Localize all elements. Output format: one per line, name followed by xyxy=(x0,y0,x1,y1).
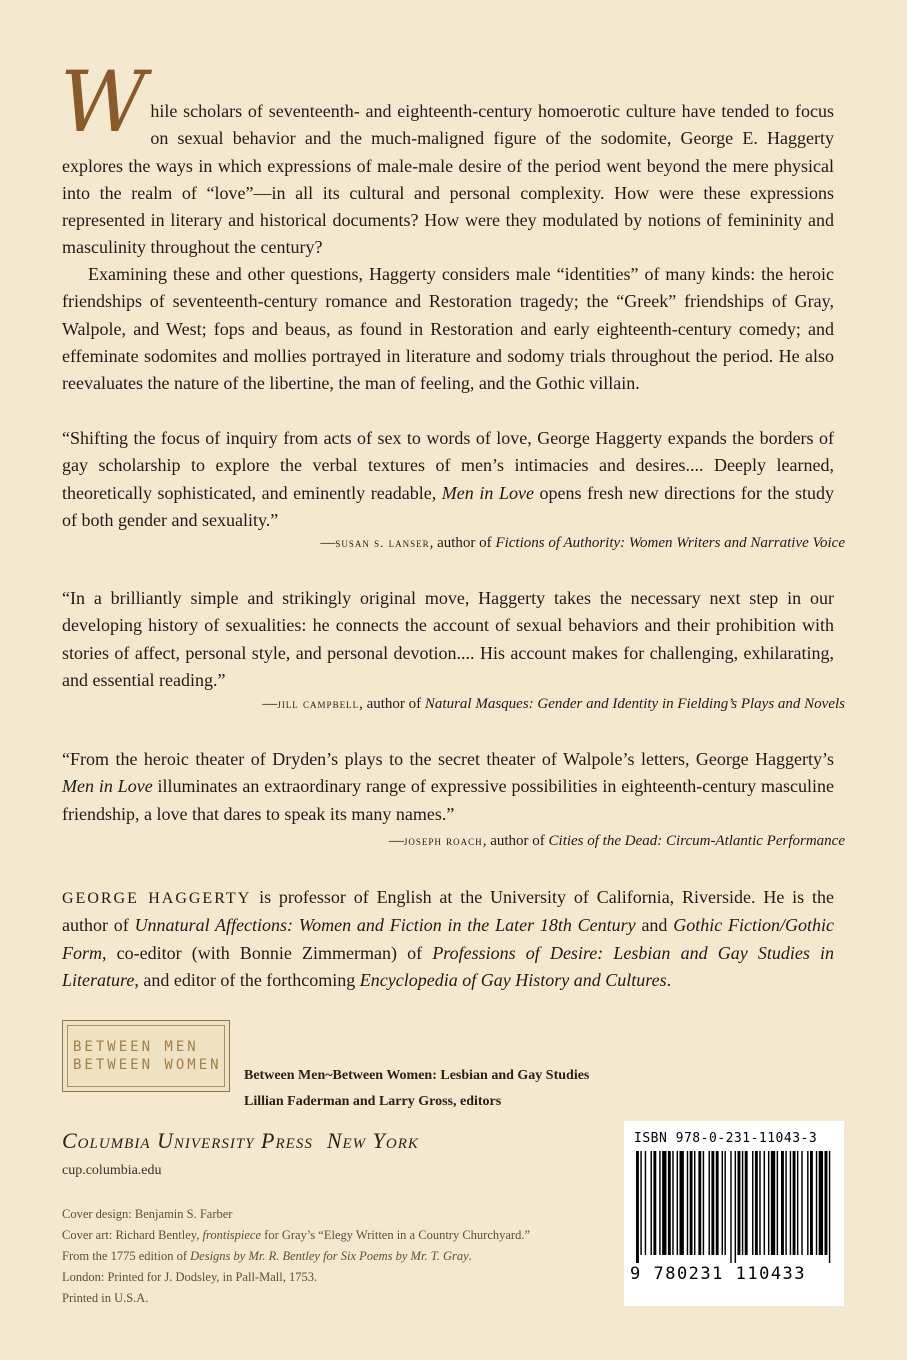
author-bio xyxy=(62,884,834,994)
quote-text: “Shifting the focus of inquiry from acts of sex to words of love, George Haggerty expands the borders of gay scholarship to explore the verbal textures of men’s intimacies and desires.... Deeply learned, theoretically sophisticated, and eminently readable, xyxy=(62,428,834,503)
bio-work-title: Unnatural Affections: Women and Fiction in the Later 18th Century xyxy=(134,915,636,936)
barcode-bar xyxy=(651,1151,652,1255)
endorser-role: , author of xyxy=(429,535,496,551)
bio-work-title: Gothic Fiction/Gothic Form xyxy=(62,915,834,963)
barcode-bar xyxy=(738,1151,741,1255)
barcode-bar xyxy=(797,1151,798,1255)
quote-text: illuminates an extraordinary range of expressive possibilities in eighteenth-century masculine friendship, a love that dares to speak its many names.” xyxy=(62,776,834,824)
isbn-label: ISBN 978-0-231-11043-3 xyxy=(634,1131,818,1146)
isbn-barcode-box xyxy=(624,1121,844,1306)
cover-credits xyxy=(62,1204,530,1309)
credit-line: Cover design: Benjamin S. Farber xyxy=(62,1207,233,1221)
bio-work-title: Professions of Desire: Lesbian and Gay Studies in Literature xyxy=(62,942,834,990)
blurb-attribution-3 xyxy=(389,833,845,850)
blurb-quote-2 xyxy=(62,585,834,694)
credit-text-italic: frontispiece xyxy=(202,1228,262,1242)
barcode-bar xyxy=(781,1151,784,1255)
endorser-name: joseph roach xyxy=(403,833,483,848)
endorser-work: Fictions of Authority: Women Writers and Narrative Voice xyxy=(495,535,845,551)
barcode-bar xyxy=(690,1151,693,1255)
barcode-bar xyxy=(645,1151,646,1255)
barcode-bar xyxy=(698,1151,701,1255)
barcode-bar xyxy=(668,1151,671,1255)
series-logo-line-2: BETWEEN WOMEN xyxy=(73,1057,222,1073)
credit-line xyxy=(62,1225,530,1246)
barcode-bar xyxy=(711,1151,714,1255)
barcode-bar xyxy=(677,1151,678,1255)
barcode-bar xyxy=(709,1151,710,1255)
barcode-icon xyxy=(632,1151,836,1263)
barcode-bar xyxy=(636,1151,639,1263)
series-logo xyxy=(62,1020,230,1092)
credit-line: London: Printed for J. Dodsley, in Pall-Mall, 1753. xyxy=(62,1270,318,1284)
dash: — xyxy=(262,696,278,712)
series-title: Between Men~Between Women: Lesbian and Gay Studies xyxy=(244,1068,590,1083)
barcode-bar xyxy=(653,1151,656,1255)
credit-line xyxy=(62,1246,530,1267)
bio-text: , co-editor (with Bonnie Zimmerman) of xyxy=(102,942,433,963)
barcode-bar xyxy=(745,1151,748,1255)
description-paragraph-2: Examining these and other questions, Haggerty considers male “identities” of many kinds: the heroic friendships of seventeenth-century romance and Restoration tragedy; the “Greek” friendships of Gray, Walpole, and West; fops and beaus, as found in Restoration and early eighteenth-century comedy; and effeminate sodomites and mollies portrayed in literature and sodomy trials throughout the period. He also reevaluates the nature of the libertine, the man of feeling, and the Gothic villain. xyxy=(62,264,834,394)
publisher-website: cup.columbia.edu xyxy=(62,1163,162,1178)
barcode-bar xyxy=(825,1151,828,1255)
series-logo-frame xyxy=(67,1025,225,1087)
blurb-quote-1 xyxy=(62,425,834,534)
credit-line: Printed in U.S.A. xyxy=(62,1291,149,1305)
barcode-bar xyxy=(810,1151,813,1255)
quote-book-title: Men in Love xyxy=(441,482,534,503)
barcode-bar xyxy=(801,1151,802,1255)
barcode-bar xyxy=(735,1151,736,1263)
barcode-bar xyxy=(640,1151,641,1255)
barcode-bar xyxy=(659,1151,660,1255)
credit-text: Cover art: Richard Bentley, xyxy=(62,1228,203,1242)
barcode-bar xyxy=(672,1151,673,1255)
barcode-bar xyxy=(816,1151,817,1255)
barcode-bar xyxy=(662,1151,666,1255)
credit-text-italic: Designs by Mr. R. Bentley for Six Poems by Mr. T. Gray xyxy=(190,1249,469,1263)
barcode-bar xyxy=(768,1151,769,1255)
endorser-work: Natural Masques: Gender and Identity in Fielding’s Plays and Novels xyxy=(424,696,845,712)
quote-book-title: Men in Love xyxy=(62,776,153,797)
endorser-role: , author of xyxy=(482,833,549,849)
series-editors: Lillian Faderman and Larry Gross, editors xyxy=(244,1094,502,1109)
author-name: GEORGE HAGGERTY xyxy=(62,890,252,907)
barcode-bar xyxy=(755,1151,758,1255)
barcode-bar xyxy=(793,1151,796,1255)
credit-text: . xyxy=(468,1249,472,1263)
bio-work-title: Encyclopedia of Gay History and Cultures xyxy=(359,969,667,990)
barcode-bar xyxy=(829,1151,830,1263)
barcode-bar xyxy=(777,1151,778,1255)
barcode-bar xyxy=(722,1151,723,1255)
quote-text: “In a brilliantly simple and strikingly original move, Haggerty takes the necessary next step in our developing history of sexualities: he connects the account of sexual behaviors and their prohibition with stories of affect, personal style, and personal devotion.... His account makes for challenging, exhilarating, and essential reading.” xyxy=(62,588,834,690)
endorser-name: susan s. lanser xyxy=(335,535,430,550)
credit-text: From the 1775 edition of xyxy=(62,1249,191,1263)
barcode-bar xyxy=(790,1151,791,1255)
barcode-bar xyxy=(764,1151,765,1255)
barcode-bar xyxy=(694,1151,695,1255)
barcode-bar xyxy=(785,1151,786,1255)
barcode-bar xyxy=(759,1151,760,1255)
blurb-attribution-1 xyxy=(320,535,845,552)
bio-text: and xyxy=(635,915,674,936)
drop-cap: W xyxy=(60,53,147,151)
description-paragraph-1-text: hile scholars of seventeenth- and eighteenth-century homoerotic culture have tended to focus on sexual behavior and the much-maligned figure of the sodomite, George E. Haggerty explores the ways in which expressions of male-male desire of the period went beyond the mere physical into the realm of “love”—in all its cultural and personal complexity. How were these expressions represented in literary and historical documents? How were they modulated by notions of femininity and masculinity throughout the century? xyxy=(62,101,834,258)
blurb-attribution-2 xyxy=(262,696,845,713)
barcode-bar xyxy=(819,1151,823,1255)
publisher-imprint xyxy=(62,1128,419,1154)
series-logo-line-1: BETWEEN MEN xyxy=(73,1039,199,1055)
endorser-role: , author of xyxy=(359,696,425,712)
barcode-bar xyxy=(716,1151,719,1255)
barcode-bar xyxy=(752,1151,753,1255)
barcode-bar xyxy=(724,1151,725,1255)
dash: — xyxy=(320,535,336,551)
barcode-digits: 9 780231 110433 xyxy=(630,1264,807,1284)
publisher-city: New York xyxy=(326,1128,419,1153)
description-paragraph-1 xyxy=(60,53,834,262)
quote-text: opens fresh new directions for the study of both gender and sexuality.” xyxy=(62,482,834,530)
barcode-bar xyxy=(807,1151,808,1255)
bio-text: . xyxy=(666,969,672,990)
barcode-bar xyxy=(680,1151,684,1255)
barcode-bar xyxy=(771,1151,775,1255)
endorser-name: jill campbell xyxy=(277,696,360,711)
publisher-name: Columbia University Press xyxy=(62,1128,313,1153)
blurb-quote-3 xyxy=(62,746,834,828)
barcode-bar xyxy=(742,1151,743,1255)
endorser-work: Cities of the Dead: Circum-Atlantic Performance xyxy=(548,833,845,849)
barcode-bar xyxy=(703,1151,704,1255)
barcode-bar xyxy=(730,1151,731,1263)
bio-text: is professor of English at the University of California, Riverside. He is the author of xyxy=(62,887,834,936)
credit-text: for Gray’s “Elegy Written in a Country Churchyard.” xyxy=(261,1228,531,1242)
barcode-bar xyxy=(687,1151,688,1255)
quote-text: “From the heroic theater of Dryden’s plays to the secret theater of Walpole’s letters, George Haggerty’s xyxy=(62,749,834,769)
bio-text: , and editor of the forthcoming xyxy=(134,969,360,990)
dash: — xyxy=(388,833,404,849)
